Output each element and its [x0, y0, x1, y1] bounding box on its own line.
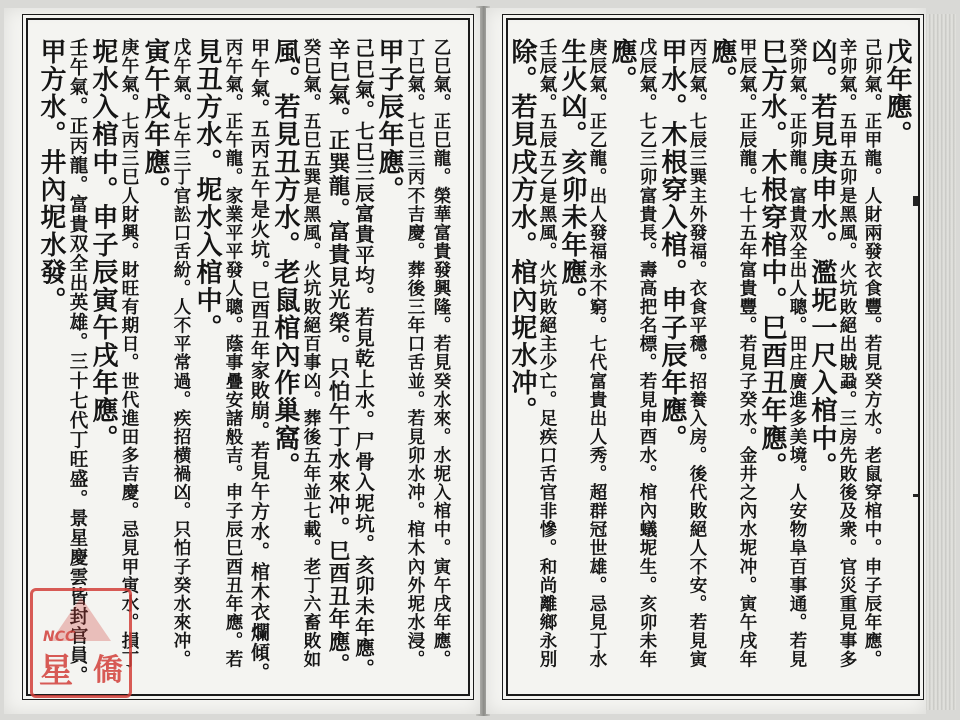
watermark-seal	[30, 588, 132, 698]
right-column: 甲辰氣。正辰龍。七十五年富貴豐。若見子癸水。金井之內水坭冲。寅午戌年	[737, 38, 757, 669]
left-column: 甲午氣。五丙五午是火坑。巳酉丑年家敗崩。若見午方水。棺木衣爛傾。	[248, 38, 270, 683]
right-column: 壬辰氣。五辰五乙是黑風。火坑敗絕主少亡。足疾口舌官非慘。和尚離鄉永別	[537, 38, 557, 669]
right-column: 戊年應。	[882, 38, 912, 149]
left-column: 丁巳氣。七巳三丙不吉慶。葬後三年口舌並。若見卯水冲。棺木內外坭水浸。	[405, 38, 425, 669]
right-column: 凶。若見庚申水。濫坭一尺入棺中。	[807, 38, 837, 480]
seal-latin-text: NCC	[43, 629, 76, 645]
left-column: 坭水入棺中。申子辰寅午戌年應。	[88, 38, 118, 452]
left-column: 風。若見丑方水。老鼠棺內作巢窩。	[270, 38, 300, 480]
right-column: 己卯氣。正甲龍。人財兩發衣食豐。若見癸方水。老鼠穿棺中。申子辰年應。	[862, 38, 882, 669]
left-column: 庚午氣。七丙三巳人財興。財旺有期日。世代進田多吉慶。忌見甲寅水。損丁	[119, 38, 139, 669]
right-column: 應。	[607, 38, 637, 94]
left-column: 癸巳氣。五巳五巽是黑風。火坑敗絕百事凶。葬後五年並七載。老丁六畜敗如	[301, 38, 321, 669]
seal-hanzi: 星	[39, 651, 73, 691]
left-column: 甲子辰年應。	[374, 38, 404, 204]
right-column: 癸卯氣。正卯龍。富貴双全出人聰。田庄廣進多美境。人安物阜百事通。若見	[787, 38, 807, 669]
left-column: 見丑方水。坭水入棺中。	[192, 38, 222, 342]
right-column: 應。	[707, 38, 737, 94]
right-column: 除。若見戌方水。棺內坭水冲。	[507, 38, 537, 425]
page-edges	[926, 14, 956, 710]
right-column: 丙辰氣。七辰三巽主外發福。衣食平穩。招養入房。後代敗絕人不安。若見寅	[687, 38, 707, 669]
edge-mark	[913, 494, 918, 497]
right-column: 庚辰氣。正乙龍。出人發福永不窮。七代富貴出人秀。超群冠世雄。忌見丁水	[587, 38, 607, 669]
right-column: 戊辰氣。七乙三卯富貴長。壽高把名標。若見申酉水。棺內蟻坭生。亥卯未年	[637, 38, 657, 669]
edge-mark	[913, 196, 918, 206]
left-column: 寅午戌年應。	[140, 38, 170, 204]
right-column: 巳方水。木根穿棺中。巳酉丑年應。	[757, 38, 787, 480]
left-column: 己巳氣。七巳三辰富貴平均。若見乾上水。尸骨入坭坑。亥卯未年應。	[352, 38, 375, 679]
left-column: 壬午氣。正丙龍。富貴双全出英雄。三十七代丁旺盛。景星慶雲皆封官員。	[67, 38, 88, 686]
left-column: 乙巳氣。正巳龍。榮華富貴發興隆。若見癸水來。水坭入棺中。寅午戌年應。	[431, 38, 451, 669]
left-column: 甲方水。井內坭水發。	[36, 38, 66, 314]
seal-hanzi-2: 僑	[93, 653, 123, 688]
left-column: 丙午氣。正午龍。家業平平發人聰。蔭事疊安諸般吉。申子辰巳酉丑年應。若	[223, 38, 243, 669]
right-column: 辛卯氣。五甲五卯是黑風。火坑敗絕出賊蝨。三房先敗後及衆。官災重見事多	[837, 38, 857, 669]
left-column: 戊午氣。七午三丁官訟口舌紛。人不平常過。疾招横禍凶。只怕子癸水來冲。	[171, 38, 191, 669]
left-column: 辛巳氣。正巽龍。富貴見光榮。只怕午丁水來冲。巳酉丑年應。	[325, 38, 350, 677]
right-column: 生火凶。亥卯未年應。	[557, 38, 587, 314]
right-column: 甲水。木根穿入棺。申子辰年應。	[657, 38, 687, 452]
